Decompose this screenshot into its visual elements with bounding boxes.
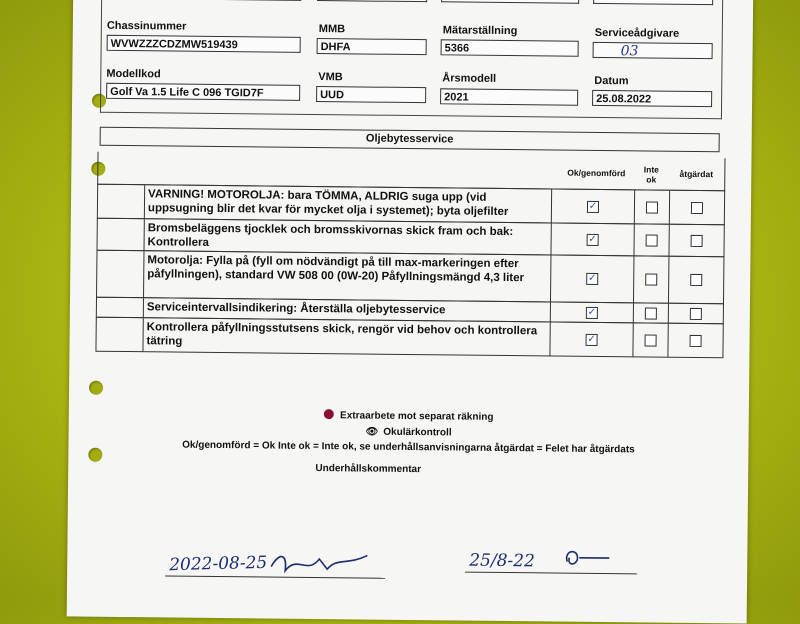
right-signature-date: 25/8-22 xyxy=(469,550,535,572)
ok-checkbox[interactable]: ✓ xyxy=(587,333,596,345)
chassis-label: Chassinummer xyxy=(106,19,187,33)
mmb-label: MMB xyxy=(318,23,346,36)
right-signature-line xyxy=(465,572,637,575)
legend-explanation: Ok/genomförd = Ok Inte ok = Inte ok, se underhållsanvisningarna åtgärdat = Felet har åtgärdats xyxy=(182,439,635,456)
not-ok-checkbox[interactable] xyxy=(646,234,658,246)
service-form-sheet xyxy=(67,0,754,624)
row-text: Serviceintervallsindikering: Återställa oljebytesservice xyxy=(144,298,551,321)
vmb-label: VMB xyxy=(318,71,343,84)
mileage-label: Mätarställning xyxy=(442,24,518,38)
ok-checkbox[interactable]: ✓ xyxy=(588,233,597,245)
col-header-not-ok: Inte ok xyxy=(643,164,659,185)
model-code-field: Golf Va 1.5 Life C 096 TGID7F xyxy=(106,83,300,101)
fixed-checkbox[interactable] xyxy=(690,274,702,286)
fixed-checkbox[interactable] xyxy=(690,334,702,346)
ok-checkbox[interactable]: ✓ xyxy=(587,272,597,284)
fixed-checkbox[interactable] xyxy=(691,201,703,213)
legend-visual-check: 👁 Okulärkontroll xyxy=(365,426,452,439)
fixed-checkbox[interactable] xyxy=(691,234,703,246)
left-signature-scribble xyxy=(267,549,377,580)
row-text: Bromsbeläggens tjocklek och bromsskivornas skick fram och bak: Kontrollera xyxy=(145,219,552,254)
mileage-field: 5366 xyxy=(441,39,579,56)
left-signature-date: 2022-08-25 xyxy=(168,552,268,576)
advisor-handwritten: 03 xyxy=(620,43,639,60)
ok-checkbox[interactable]: ✓ xyxy=(587,306,597,318)
eye-icon: 👁 xyxy=(365,426,379,438)
fixed-checkbox[interactable] xyxy=(690,307,702,319)
row-text: VARNING! MOTOROLJA: bara TÖMMA, ALDRIG suga upp (vid uppsugning blir det kvar för mycket olja i systemet); byta oljefilter xyxy=(145,185,552,222)
not-ok-checkbox[interactable] xyxy=(645,273,657,285)
not-ok-checkbox[interactable] xyxy=(646,201,658,213)
row-text: Motorolja: Fylla på (fyll om nödvändigt på till max-markeringen efter påfyllningen), standard VW 508 00 (0W-20) Påfyllningsmängd 4,3 liter xyxy=(144,251,551,301)
advisor-field xyxy=(593,42,713,59)
punch-hole xyxy=(89,381,103,395)
col-header-fixed: åtgärdat xyxy=(679,168,714,180)
chassis-field: WVWZZZCDZMW519439 xyxy=(107,35,301,53)
right-signature-scribble xyxy=(561,546,621,571)
advisor-label: Serviceådgivare xyxy=(594,26,680,40)
model-code-label: Modellkod xyxy=(106,67,161,81)
legend-extra-work: Extraarbete mot separat räkning xyxy=(69,406,749,425)
not-ok-checkbox[interactable] xyxy=(645,307,657,319)
year-field: 2021 xyxy=(440,88,578,105)
vmb-field: UUD xyxy=(316,86,426,103)
col-header-ok: Ok/genomförd xyxy=(567,167,626,179)
year-label: Årsmodell xyxy=(442,72,497,85)
checklist-row xyxy=(95,317,723,359)
mmb-field: DHFA xyxy=(317,38,427,55)
not-ok-checkbox[interactable] xyxy=(645,334,657,346)
ok-checkbox[interactable]: ✓ xyxy=(588,200,598,212)
checklist-row xyxy=(96,250,724,305)
date-label: Datum xyxy=(594,74,629,88)
maintenance-comment-title: Underhållskommentar xyxy=(315,463,422,476)
extra-work-dot-icon xyxy=(324,409,334,419)
section-title: Oljebytesservice xyxy=(100,127,720,152)
row-text: Kontrollera påfyllningsstutsens skick, rengör vid behov och kontrollera tätring xyxy=(143,318,550,355)
date-field: 25.08.2022 xyxy=(592,90,712,107)
